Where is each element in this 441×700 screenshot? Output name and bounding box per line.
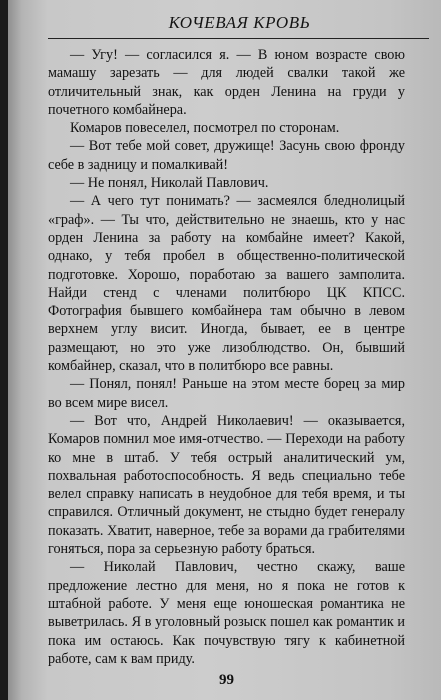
paragraph: — Не понял, Николай Павлович. [70, 175, 269, 192]
paragraph: — Вот тебе мой совет, дружище! Засунь свою фронду себе в задницу и помалкивай! [48, 138, 405, 173]
paragraph: — Вот что, Андрей Николаевич! — оказывается, Комаров помнил мое имя-отчество. — Переходи на работу ко мне в штаб. У тебя острый аналитический ум, похвальная работоспособность. Я ведь специально тебе велел справку написать в неудобное для тебя время, и ты справился. Отличный документ, не стыдно будет генералу показать. Хватит, наверное, тебе за ворами да грабителями гоняться, пора за серьезную работу браться. [48, 412, 405, 558]
paragraph: — Николай Павлович, честно скажу, ваше предложение лестно для меня, но я пока не готов к штабной работе. У меня еще юношеская романтика не выветрилась. Я в уголовный розыск пошел как романтик и пока им остаюсь. Как почувствую тягу к кабинетной работе, сам к вам приду. [48, 559, 405, 667]
body-text [48, 46, 405, 668]
page-number: 99 [219, 672, 234, 688]
running-head-rule [48, 38, 429, 39]
paragraph: — Понял, понял! Раньше на этом месте борец за мир во всем мире висел. [48, 376, 405, 411]
paragraph: Комаров повеселел, посмотрел по сторонам. [70, 120, 340, 137]
running-head: КОЧЕВАЯ КРОВЬ [168, 13, 311, 32]
book-page [8, 0, 441, 700]
paragraph: — А чего тут понимать? — засмеялся бледнолицый «граф». — Ты что, действительно не знаешь, кто у нас орден Ленина за работу на комбайне имеет? Какой, однако, у тебя пробел в общественно-политической подготовке. Хорошо, поработаю за вашего замполита. Найди стенд с членами политбюро ЦК КПСС. Фотография бывшего комбайнера там обычно в левом верхнем углу висит. Иногда, бывает, ее в центре размещают, но это уже лизоблюдство. Он, бывший комбайнер, сказал, что в политбюро все равны. [48, 193, 405, 375]
paragraph: — Угу! — согласился я. — В юном возрасте свою мамашу зарезать — для людей свалки такой же отличительный знак, как орден Ленина на груди у почетного комбайнера. [48, 47, 405, 118]
